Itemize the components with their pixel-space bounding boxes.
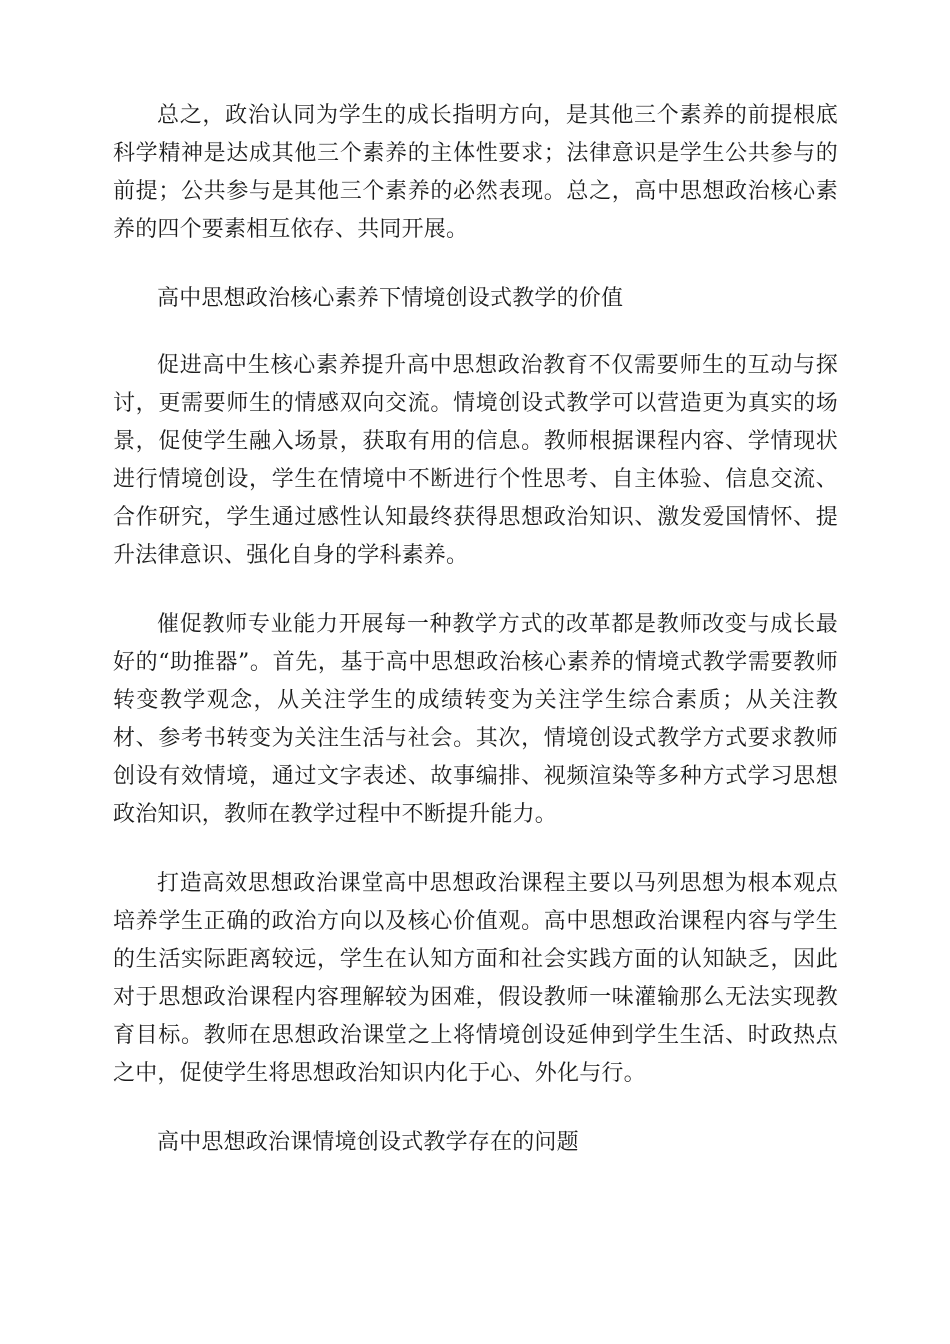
- section-heading-problems: 高中思想政治课情境创设式教学存在的问题: [157, 1130, 579, 1155]
- paragraph-summary: 总之，政治认同为学生的成长指明方向，是其他三个素养的前提根底科学精神是达成其他三个素养的主体性要求；法律意识是学生公共参与的前提；公共参与是其他三个素养的必然表现。总之，高中思想政治核心素养的四个要素相互依存、共同开展。: [113, 103, 838, 242]
- document-page: [113, 97, 838, 1191]
- paragraph-core-literacy: 促进高中生核心素养提升高中思想政治教育不仅需要师生的互动与探讨，更需要师生的情感双向交流。情境创设式教学可以营造更为真实的场景，促使学生融入场景，获取有用的信息。教师根据课程内容、学情现状进行情境创设，学生在情境中不断进行个性思考、自主体验、信息交流、合作研究，学生通过感性认知最终获得思想政治知识、激发爱国情怀、提升法律意识、强化自身的学科素养。: [113, 353, 838, 568]
- paragraph-efficient-classroom: 打造高效思想政治课堂高中思想政治课程主要以马列思想为根本观点培养学生正确的政治方向以及核心价值观。高中思想政治课程内容与学生的生活实际距离较远，学生在认知方面和社会实践方面的认知缺乏，因此对于思想政治课程内容理解较为困难，假设教师一味灌输那么无法实现教育目标。教师在思想政治课堂之上将情境创设延伸到学生生活、时政热点之中，促使学生将思想政治知识内化于心、外化与行。: [113, 871, 838, 1086]
- section-heading-value: 高中思想政治核心素养下情境创设式教学的价值: [157, 286, 624, 311]
- paragraph-teacher-ability: 催促教师专业能力开展每一种教学方式的改革都是教师改变与成长最好的“助推器”。首先，基于高中思想政治核心素养的情境式教学需要教师转变教学观念，从关注学生的成绩转变为关注学生综合素质；从关注教材、参考书转变为关注生活与社会。其次，情境创设式教学方式要求教师创设有效情境，通过文字表述、故事编排、视频渲染等多种方式学习思想政治知识，教师在教学过程中不断提升能力。: [113, 612, 838, 827]
